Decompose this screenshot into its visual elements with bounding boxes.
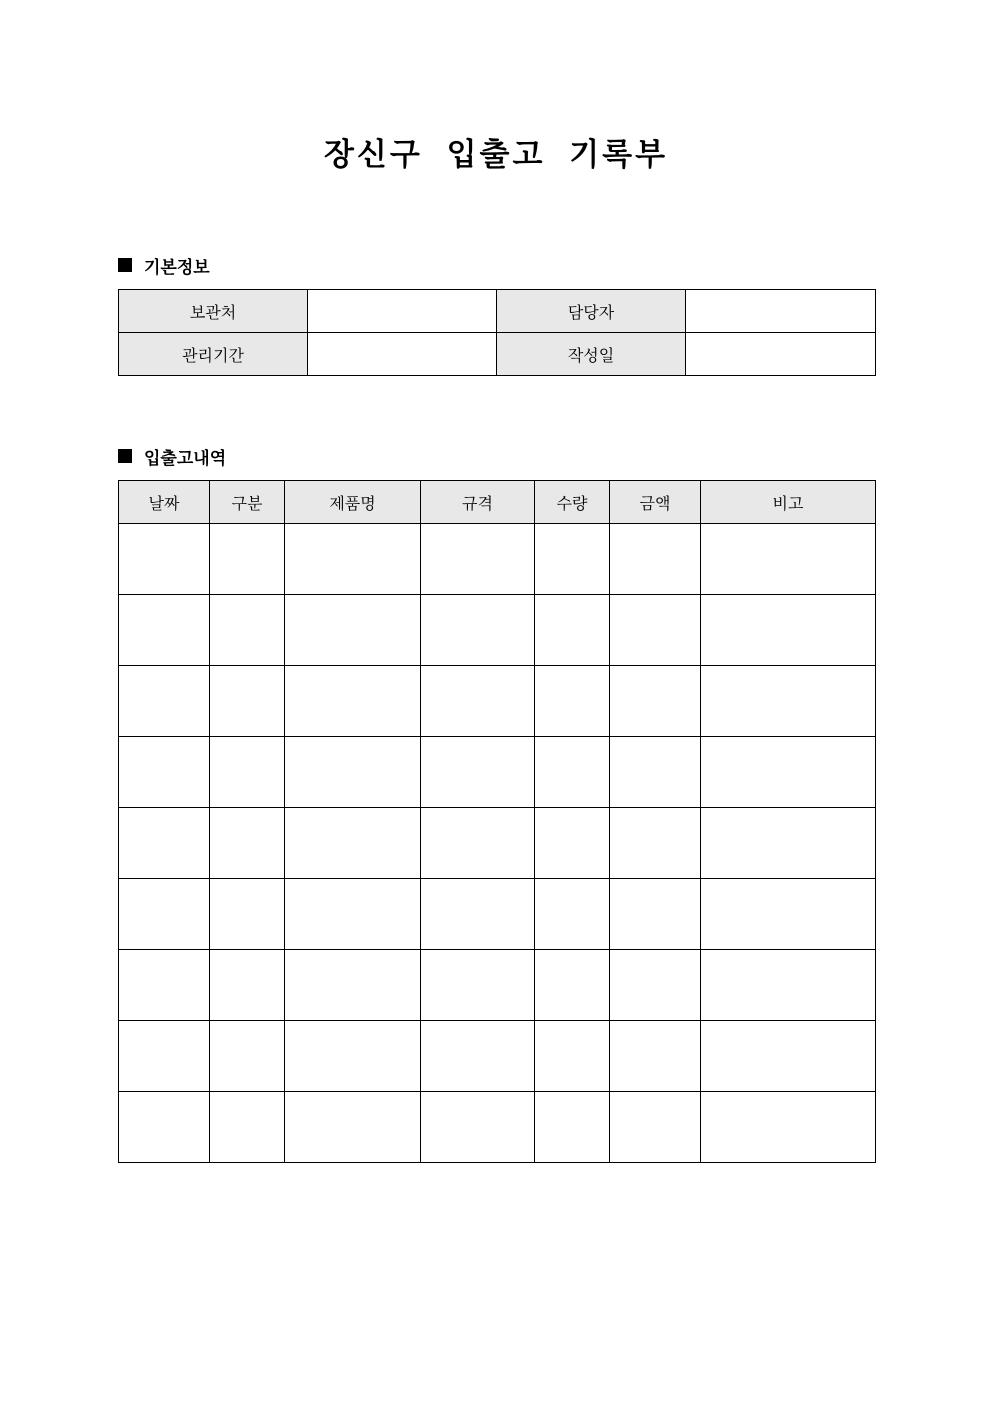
table-row bbox=[119, 950, 876, 1021]
remarks-cell[interactable] bbox=[701, 879, 876, 950]
amount-cell[interactable] bbox=[610, 666, 701, 737]
basic-info-table bbox=[118, 289, 876, 376]
type-cell[interactable] bbox=[210, 595, 285, 666]
created-date-field[interactable] bbox=[686, 333, 876, 376]
spec-cell[interactable] bbox=[421, 808, 535, 879]
column-header-remarks: 비고 bbox=[701, 481, 876, 524]
date-cell[interactable] bbox=[119, 524, 210, 595]
remarks-cell[interactable] bbox=[701, 1092, 876, 1163]
spec-cell[interactable] bbox=[421, 1021, 535, 1092]
log-body bbox=[119, 524, 876, 1163]
quantity-cell[interactable] bbox=[535, 595, 610, 666]
quantity-cell[interactable] bbox=[535, 737, 610, 808]
table-row bbox=[119, 737, 876, 808]
amount-cell[interactable] bbox=[610, 737, 701, 808]
quantity-cell[interactable] bbox=[535, 1092, 610, 1163]
quantity-cell[interactable] bbox=[535, 666, 610, 737]
amount-cell[interactable] bbox=[610, 595, 701, 666]
management-period-field[interactable] bbox=[308, 333, 497, 376]
quantity-cell[interactable] bbox=[535, 1021, 610, 1092]
date-cell[interactable] bbox=[119, 1092, 210, 1163]
spec-cell[interactable] bbox=[421, 950, 535, 1021]
spec-cell[interactable] bbox=[421, 524, 535, 595]
spec-cell[interactable] bbox=[421, 737, 535, 808]
type-cell[interactable] bbox=[210, 808, 285, 879]
spec-cell[interactable] bbox=[421, 595, 535, 666]
type-cell[interactable] bbox=[210, 879, 285, 950]
type-cell[interactable] bbox=[210, 950, 285, 1021]
amount-cell[interactable] bbox=[610, 879, 701, 950]
basic-info-row bbox=[119, 290, 876, 333]
log-heading-text: 입출고내역 bbox=[144, 448, 227, 469]
date-cell[interactable] bbox=[119, 808, 210, 879]
basic-info-heading-text: 기본정보 bbox=[144, 257, 210, 278]
date-cell[interactable] bbox=[119, 1021, 210, 1092]
table-row bbox=[119, 1092, 876, 1163]
storage-location-label: 보관처 bbox=[119, 290, 308, 333]
table-row bbox=[119, 808, 876, 879]
column-header-date: 날짜 bbox=[119, 481, 210, 524]
quantity-cell[interactable] bbox=[535, 808, 610, 879]
date-cell[interactable] bbox=[119, 595, 210, 666]
product-name-cell[interactable] bbox=[285, 808, 421, 879]
remarks-cell[interactable] bbox=[701, 666, 876, 737]
date-cell[interactable] bbox=[119, 950, 210, 1021]
remarks-cell[interactable] bbox=[701, 737, 876, 808]
type-cell[interactable] bbox=[210, 524, 285, 595]
column-header-type: 구분 bbox=[210, 481, 285, 524]
column-header-spec: 규격 bbox=[421, 481, 535, 524]
amount-cell[interactable] bbox=[610, 950, 701, 1021]
column-header-product-name: 제품명 bbox=[285, 481, 421, 524]
product-name-cell[interactable] bbox=[285, 950, 421, 1021]
manager-field[interactable] bbox=[686, 290, 876, 333]
table-row bbox=[119, 1021, 876, 1092]
quantity-cell[interactable] bbox=[535, 879, 610, 950]
spec-cell[interactable] bbox=[421, 1092, 535, 1163]
remarks-cell[interactable] bbox=[701, 1021, 876, 1092]
table-row bbox=[119, 879, 876, 950]
management-period-label: 관리기간 bbox=[119, 333, 308, 376]
type-cell[interactable] bbox=[210, 666, 285, 737]
product-name-cell[interactable] bbox=[285, 737, 421, 808]
date-cell[interactable] bbox=[119, 879, 210, 950]
square-bullet-icon bbox=[118, 258, 132, 272]
basic-info-heading bbox=[118, 253, 210, 277]
product-name-cell[interactable] bbox=[285, 1021, 421, 1092]
log-header-row bbox=[119, 481, 876, 524]
type-cell[interactable] bbox=[210, 737, 285, 808]
column-header-quantity: 수량 bbox=[535, 481, 610, 524]
product-name-cell[interactable] bbox=[285, 524, 421, 595]
created-date-label: 작성일 bbox=[497, 333, 686, 376]
type-cell[interactable] bbox=[210, 1021, 285, 1092]
type-cell[interactable] bbox=[210, 1092, 285, 1163]
table-row bbox=[119, 666, 876, 737]
column-header-amount: 금액 bbox=[610, 481, 701, 524]
quantity-cell[interactable] bbox=[535, 950, 610, 1021]
table-row bbox=[119, 595, 876, 666]
table-row bbox=[119, 524, 876, 595]
remarks-cell[interactable] bbox=[701, 524, 876, 595]
remarks-cell[interactable] bbox=[701, 950, 876, 1021]
spec-cell[interactable] bbox=[421, 879, 535, 950]
product-name-cell[interactable] bbox=[285, 879, 421, 950]
amount-cell[interactable] bbox=[610, 1021, 701, 1092]
storage-location-field[interactable] bbox=[308, 290, 497, 333]
remarks-cell[interactable] bbox=[701, 595, 876, 666]
log-heading bbox=[118, 444, 226, 468]
amount-cell[interactable] bbox=[610, 1092, 701, 1163]
manager-label: 담당자 bbox=[497, 290, 686, 333]
basic-info-row bbox=[119, 333, 876, 376]
product-name-cell[interactable] bbox=[285, 1092, 421, 1163]
date-cell[interactable] bbox=[119, 666, 210, 737]
document-title: 장신구 입출고 기록부 bbox=[323, 137, 669, 173]
square-bullet-icon bbox=[118, 449, 132, 463]
amount-cell[interactable] bbox=[610, 808, 701, 879]
product-name-cell[interactable] bbox=[285, 595, 421, 666]
remarks-cell[interactable] bbox=[701, 808, 876, 879]
date-cell[interactable] bbox=[119, 737, 210, 808]
spec-cell[interactable] bbox=[421, 666, 535, 737]
amount-cell[interactable] bbox=[610, 524, 701, 595]
inout-log-table bbox=[118, 480, 876, 1163]
product-name-cell[interactable] bbox=[285, 666, 421, 737]
quantity-cell[interactable] bbox=[535, 524, 610, 595]
